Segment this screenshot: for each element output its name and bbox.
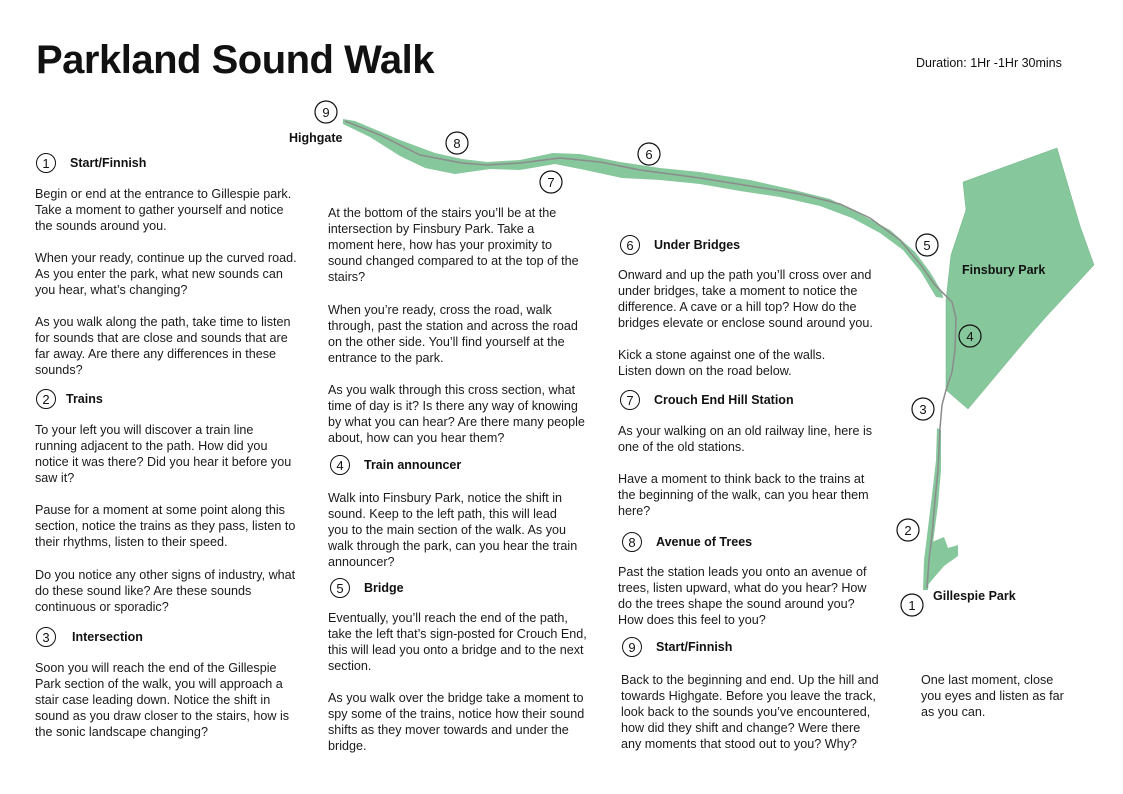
- section-3-heading: [36, 627, 143, 647]
- section-2-title: Trains: [66, 392, 103, 406]
- section-4-text-1: Walk into Finsbury Park, notice the shift in sound. Keep to the left path, this will lead you to the main section of the walk. As you walk through the park, can you hear the train announcer?: [328, 491, 578, 569]
- finsbury-park-area: [946, 148, 1094, 409]
- map-marker-9: [315, 101, 337, 123]
- section-6-text-2: Kick a stone against one of the walls. Listen down on the road below.: [618, 348, 826, 378]
- duration-label: Duration: 1Hr -1Hr 30mins: [916, 56, 1062, 70]
- section-8-text-1: Past the station leads you onto an avenue of trees, listen upward, what do you hear? How do the trees shape the sound around you? How does this feel to you?: [618, 565, 867, 627]
- section-6-number: 6: [620, 235, 640, 255]
- section-1-text-1: Begin or end at the entrance to Gillespie park. Take a moment to gather yourself and notice the sounds around you.: [35, 187, 292, 233]
- svg-text:7: 7: [547, 175, 555, 190]
- section-7-title: Crouch End Hill Station: [654, 393, 794, 407]
- section-7-text-1: As your walking on an old railway line, here is one of the old stations.: [618, 424, 873, 454]
- section-9-title: Start/Finnish: [656, 640, 733, 654]
- map-marker-6: [638, 143, 660, 165]
- section-2-text-1: To your left you will discover a train line running adjacent to the path. How did you notice it was there? Did you hear it before you saw it?: [35, 423, 292, 485]
- svg-text:5: 5: [923, 238, 931, 253]
- section-5-text-1: Eventually, you’ll reach the end of the path, take the left that’s sign-posted for Crouch End, this will lead you onto a bridge and to the next section.: [328, 611, 587, 673]
- section-9-heading: [622, 637, 732, 657]
- svg-text:6: 6: [645, 147, 653, 162]
- section-2-number: 2: [36, 389, 56, 409]
- svg-text:4: 4: [966, 329, 974, 344]
- section-4-heading: [330, 455, 461, 475]
- section-7-heading: [620, 390, 794, 410]
- section-3-text-4: As you walk through this cross section, what time of day is it? Is there any way of knowing by what you can hear? Are there many people about, how can you hear them?: [328, 383, 585, 445]
- section-2-text-3: Do you notice any other signs of industry, what do these sound like? Are these sounds continuous or sporadic?: [35, 568, 296, 614]
- section-5-heading: [330, 578, 404, 598]
- section-4-title: Train announcer: [364, 458, 462, 472]
- section-2-text-2: Pause for a moment at some point along this section, notice the trains as they pass, listen to their rhythms, listen to their speed.: [35, 503, 296, 549]
- section-3-text-1: Soon you will reach the end of the Gillespie Park section of the walk, you will approach a stair case leading down. Notice the shift in sound as you draw closer to the stairs, how is the sonic landscape changing?: [35, 661, 290, 739]
- svg-text:2: 2: [904, 523, 912, 538]
- svg-text:1: 1: [908, 598, 916, 613]
- section-6-title: Under Bridges: [654, 238, 741, 252]
- section-5-text-2: As you walk over the bridge take a moment to spy some of the trains, notice how their sound shifts as they mover towards and under the bridge.: [328, 691, 585, 753]
- section-9-number: 9: [622, 637, 642, 657]
- section-4-number: 4: [330, 455, 350, 475]
- label-gillespie-park: Gillespie Park: [933, 589, 1016, 603]
- section-3-title: Intersection: [72, 630, 143, 644]
- map-marker-1: [901, 594, 923, 616]
- page-title: Parkland Sound Walk: [36, 38, 434, 82]
- section-1-text-2: When your ready, continue up the curved road. As you enter the park, what new sounds can you hear, what’s changing?: [35, 251, 297, 297]
- label-finsbury-park: Finsbury Park: [962, 263, 1046, 277]
- map-marker-7: [540, 171, 562, 193]
- section-6-heading: [620, 235, 740, 255]
- section-8-number: 8: [622, 532, 642, 552]
- map-marker-8: [446, 132, 468, 154]
- section-9-text-2: One last moment, close you eyes and listen as far as you can.: [921, 673, 1064, 719]
- section-8-heading: [622, 532, 752, 552]
- section-5-title: Bridge: [364, 581, 404, 595]
- section-2-heading: [36, 389, 103, 409]
- section-1-text-3: As you walk along the path, take time to listen for sounds that are close and sounds that are far away. Are there any differences in these sounds?: [35, 315, 291, 377]
- svg-text:9: 9: [322, 105, 330, 120]
- section-1-heading: [36, 153, 146, 173]
- section-1-number: 1: [36, 153, 56, 173]
- svg-text:3: 3: [919, 402, 927, 417]
- svg-text:8: 8: [453, 136, 461, 151]
- section-6-text-1: Onward and up the path you’ll cross over and under bridges, take a moment to notice the difference. A cave or a hill top? How do the bridges elevate or enclose sound around you.: [618, 268, 873, 330]
- section-3-text-3: When you’re ready, cross the road, walk through, past the station and across the road on the other side. You’ll find yourself at the entrance to the park.: [328, 303, 578, 365]
- section-3-text-2: At the bottom of the stairs you’ll be at the intersection by Finsbury Park. Take a moment here, how has your proximity to sound changed compared to at the top of the stairs?: [328, 206, 579, 284]
- label-highgate: Highgate: [289, 131, 343, 145]
- map-marker-2: [897, 519, 919, 541]
- section-7-text-2: Have a moment to think back to the trains at the beginning of the walk, can you hear them here?: [618, 472, 869, 518]
- section-1-title: Start/Finnish: [70, 156, 147, 170]
- section-9-text-1: Back to the beginning and end. Up the hill and towards Highgate. Before you leave the track, look back to the sounds you’ve encountered, how did they shift and change? Were there any moments that stood out to you? Why?: [621, 673, 879, 751]
- map-marker-5: [916, 234, 938, 256]
- section-8-title: Avenue of Trees: [656, 535, 753, 549]
- section-7-number: 7: [620, 390, 640, 410]
- section-5-number: 5: [330, 578, 350, 598]
- section-3-number: 3: [36, 627, 56, 647]
- map-marker-3: [912, 398, 934, 420]
